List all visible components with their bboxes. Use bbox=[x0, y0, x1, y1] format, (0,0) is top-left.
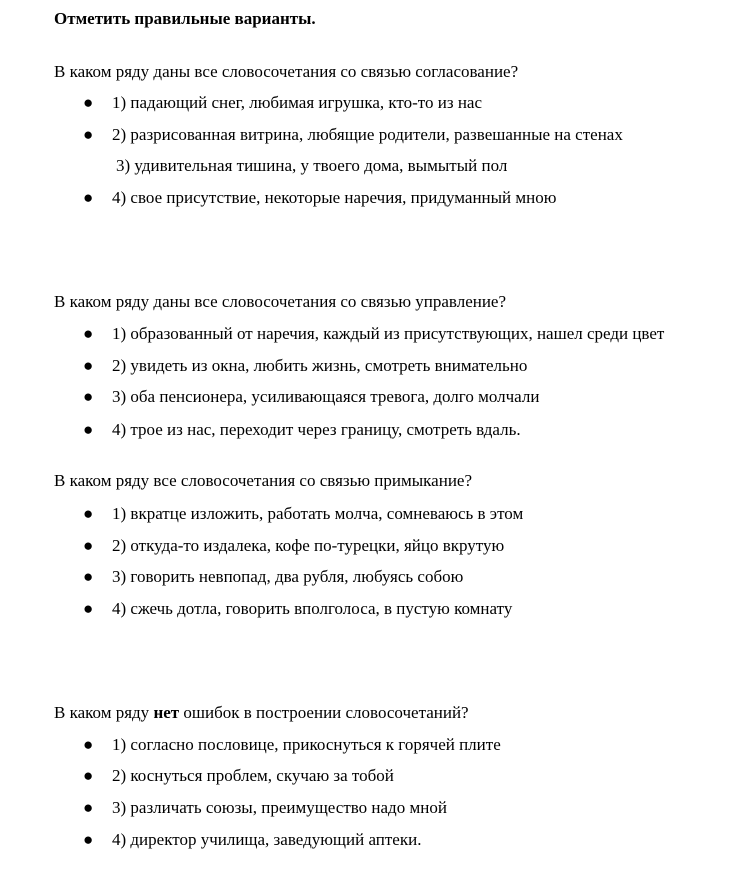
question-3-option-3 bbox=[83, 567, 464, 587]
question-2-option-2 bbox=[83, 356, 528, 376]
question-4-option-3 bbox=[83, 798, 447, 818]
option-text: 4) свое присутствие, некоторые наречия, придуманный мною bbox=[112, 188, 557, 207]
question-1-option-4 bbox=[83, 188, 557, 208]
bullet-icon: ● bbox=[83, 93, 94, 112]
question-4-text-emphasis: нет bbox=[153, 703, 180, 722]
question-1-option-2 bbox=[83, 125, 623, 145]
question-4-text-after: ошибок в построении словосочетаний? bbox=[179, 703, 469, 722]
question-2-option-1 bbox=[83, 324, 665, 344]
option-text: 2) увидеть из окна, любить жизнь, смотреть внимательно bbox=[112, 356, 528, 375]
option-text: 1) вкратце изложить, работать молча, сомневаюсь в этом bbox=[112, 504, 524, 523]
bullet-icon: ● bbox=[83, 798, 94, 817]
bullet-icon: ● bbox=[83, 536, 94, 555]
option-text: 2) коснуться проблем, скучаю за тобой bbox=[112, 766, 394, 785]
bullet-icon: ● bbox=[83, 735, 94, 754]
bullet-icon: ● bbox=[83, 830, 94, 849]
option-text: 4) трое из нас, переходит через границу, смотреть вдаль. bbox=[112, 420, 521, 439]
question-1-option-1 bbox=[83, 93, 483, 113]
option-text: 4) директор училища, заведующий аптеки. bbox=[112, 830, 422, 849]
question-3-text: В каком ряду все словосочетания со связью примыкание? bbox=[54, 471, 473, 490]
bullet-icon: ● bbox=[83, 766, 94, 785]
option-text: 3) оба пенсионера, усиливающаяся тревога, долго молчали bbox=[112, 387, 540, 406]
page-title: Отметить правильные варианты. bbox=[54, 9, 316, 28]
question-4-text bbox=[54, 703, 469, 723]
bullet-icon: ● bbox=[83, 324, 94, 343]
option-text: 3) различать союзы, преимущество надо мной bbox=[112, 798, 447, 817]
question-2-option-4 bbox=[83, 420, 521, 440]
question-3-option-2 bbox=[83, 536, 505, 556]
question-3-option-4 bbox=[83, 599, 513, 619]
question-2-option-3 bbox=[83, 387, 540, 407]
option-text: 1) согласно пословице, прикоснуться к горячей плите bbox=[112, 735, 501, 754]
bullet-icon: ● bbox=[83, 599, 94, 618]
question-3-option-1 bbox=[83, 504, 524, 524]
bullet-icon: ● bbox=[83, 387, 94, 406]
question-4-option-2 bbox=[83, 766, 394, 786]
bullet-icon: ● bbox=[83, 188, 94, 207]
question-4-option-4 bbox=[83, 830, 422, 850]
option-text: 3) удивительная тишина, у твоего дома, вымытый пол bbox=[116, 156, 508, 175]
option-text: 3) говорить невпопад, два рубля, любуясь собою bbox=[112, 567, 464, 586]
question-2-text: В каком ряду даны все словосочетания со связью управление? bbox=[54, 292, 507, 311]
question-4-text-before: В каком ряду bbox=[54, 703, 154, 722]
bullet-icon: ● bbox=[83, 125, 94, 144]
option-text: 2) разрисованная витрина, любящие родители, развешанные на стенах bbox=[112, 125, 623, 144]
bullet-icon: ● bbox=[83, 356, 94, 375]
question-4-option-1 bbox=[83, 735, 501, 755]
question-1-text: В каком ряду даны все словосочетания со связью согласование? bbox=[54, 62, 519, 81]
bullet-icon: ● bbox=[83, 504, 94, 523]
option-text: 4) сжечь дотла, говорить вполголоса, в пустую комнату bbox=[112, 599, 513, 618]
bullet-icon: ● bbox=[83, 420, 94, 439]
bullet-icon: ● bbox=[83, 567, 94, 586]
option-text: 1) образованный от наречия, каждый из присутствующих, нашел среди цвет bbox=[112, 324, 665, 343]
option-text: 2) откуда-то издалека, кофе по-турецки, яйцо вкрутую bbox=[112, 536, 505, 555]
option-text: 1) падающий снег, любимая игрушка, кто-то из нас bbox=[112, 93, 483, 112]
question-1-option-3 bbox=[116, 156, 507, 176]
